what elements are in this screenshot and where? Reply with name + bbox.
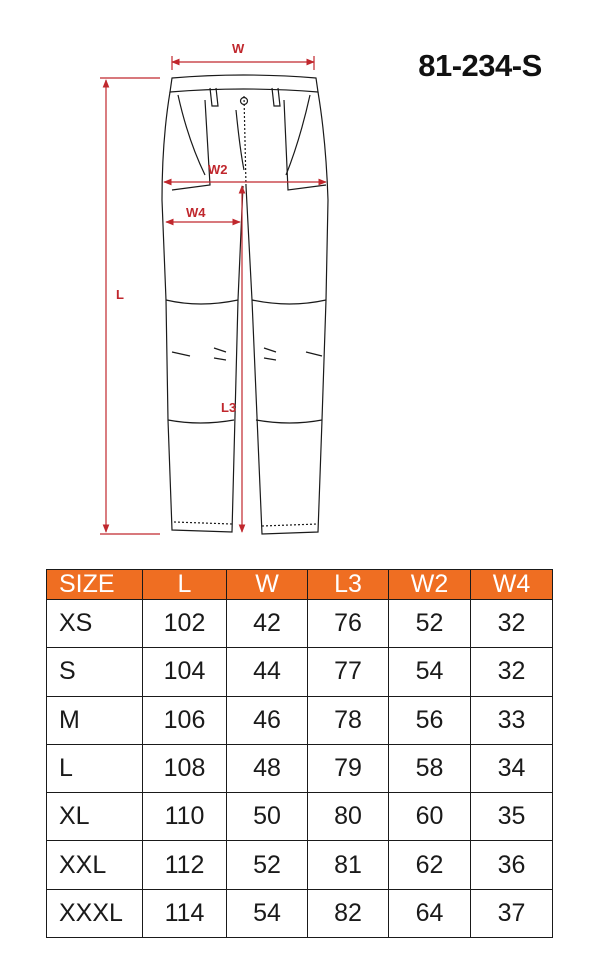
table-row — [47, 744, 553, 792]
table-cell: 60 — [389, 793, 471, 841]
table-cell: 110 — [143, 793, 227, 841]
column-header-l3: L3 — [308, 570, 389, 600]
table-cell: 52 — [389, 600, 471, 648]
table-cell: 80 — [308, 793, 389, 841]
table-cell: 42 — [227, 600, 308, 648]
dimension-lines — [100, 56, 326, 534]
table-cell: 34 — [471, 744, 553, 792]
table-cell: 106 — [143, 696, 227, 744]
table-cell: 48 — [227, 744, 308, 792]
dimension-label-l: L — [116, 287, 124, 302]
table-cell: 81 — [308, 841, 389, 889]
table-cell: 77 — [308, 648, 389, 696]
dimension-label-w: W — [232, 41, 245, 56]
table-row — [47, 841, 553, 889]
size-table — [46, 569, 553, 938]
table-cell: 46 — [227, 696, 308, 744]
table-cell: 52 — [227, 841, 308, 889]
size-cell: S — [47, 648, 143, 696]
size-cell: L — [47, 744, 143, 792]
table-cell: 36 — [471, 841, 553, 889]
table-cell: 112 — [143, 841, 227, 889]
table-cell: 78 — [308, 696, 389, 744]
size-cell: M — [47, 696, 143, 744]
table-cell: 50 — [227, 793, 308, 841]
table-cell: 82 — [308, 889, 389, 937]
dimension-label-w2: W2 — [208, 162, 228, 177]
table-cell: 76 — [308, 600, 389, 648]
table-cell: 54 — [227, 889, 308, 937]
table-header-row — [47, 570, 553, 600]
table-cell: 35 — [471, 793, 553, 841]
table-cell: 32 — [471, 648, 553, 696]
table-cell: 32 — [471, 600, 553, 648]
table-row — [47, 696, 553, 744]
column-header-w4: W4 — [471, 570, 553, 600]
trousers-outline — [162, 75, 328, 534]
size-cell: XL — [47, 793, 143, 841]
table-cell: 33 — [471, 696, 553, 744]
dimension-label-w4: W4 — [186, 205, 206, 220]
column-header-w2: W2 — [389, 570, 471, 600]
table-cell: 56 — [389, 696, 471, 744]
dimension-label-l3: L3 — [221, 400, 237, 415]
table-cell: 37 — [471, 889, 553, 937]
column-header-l: L — [143, 570, 227, 600]
table-cell: 44 — [227, 648, 308, 696]
table-cell: 58 — [389, 744, 471, 792]
column-header-w: W — [227, 570, 308, 600]
table-row — [47, 600, 553, 648]
table-row — [47, 648, 553, 696]
table-row — [47, 793, 553, 841]
size-cell: XXL — [47, 841, 143, 889]
table-cell: 108 — [143, 744, 227, 792]
size-cell: XXXL — [47, 889, 143, 937]
size-cell: XS — [47, 600, 143, 648]
table-cell: 79 — [308, 744, 389, 792]
table-cell: 114 — [143, 889, 227, 937]
table-cell: 64 — [389, 889, 471, 937]
table-cell: 54 — [389, 648, 471, 696]
product-code: 81-234-S — [418, 48, 542, 83]
table-row — [47, 889, 553, 937]
table-cell: 62 — [389, 841, 471, 889]
column-header-size: SIZE — [47, 570, 143, 600]
table-cell: 102 — [143, 600, 227, 648]
table-cell: 104 — [143, 648, 227, 696]
